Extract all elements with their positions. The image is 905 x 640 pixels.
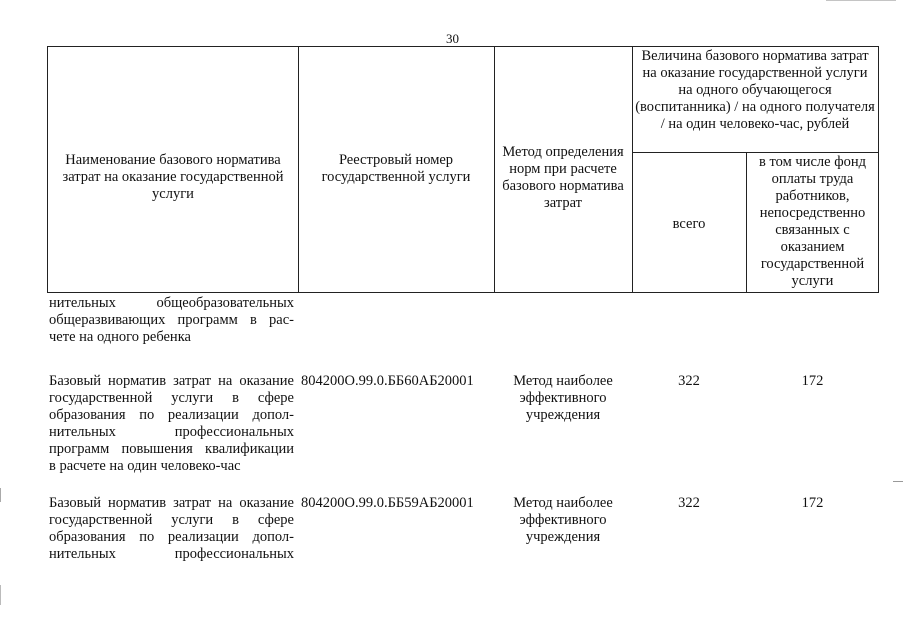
header-bottom-border	[47, 292, 879, 293]
row-method-line: учреждения	[525, 407, 601, 423]
header-total: всего	[672, 216, 706, 232]
row-method-line: учреждения	[525, 529, 601, 545]
header-value-group: Величина базового норматива затрат на оказание государственной услуги на одного обучающегося (воспитанника) / на одного получателя / на один человеко-час, рублей	[635, 48, 875, 132]
row-total: 322	[678, 495, 700, 511]
row-wages: 172	[801, 373, 824, 389]
scan-mark	[893, 481, 903, 482]
row-name-line: нительных профессиональных	[49, 546, 294, 562]
row-name-line: государственной услуги в сфере	[49, 390, 294, 406]
row-method-line: эффективного	[519, 512, 607, 528]
header-registry: Реестровый номер государственной услуги	[321, 152, 471, 185]
table-right-border	[878, 46, 879, 293]
col-divider-2	[494, 46, 495, 293]
table-top-border	[47, 46, 879, 47]
row-name	[49, 373, 294, 475]
row-method-line: Метод наиболее	[513, 373, 613, 389]
row-name-line: нительных общеобразовательных	[49, 295, 294, 311]
row-name-line: государственной услуги в сфере	[49, 512, 294, 528]
scan-mark	[0, 488, 1, 502]
col-divider-4	[746, 152, 747, 293]
scan-mark	[0, 585, 1, 605]
table-left-border	[47, 46, 48, 293]
header-method: Метод определения норм при расчете базового норматива затрат	[502, 144, 624, 211]
col-divider-3	[632, 46, 633, 293]
row-name-line: чете на одного ребенка	[49, 329, 191, 345]
row-method	[497, 495, 629, 546]
row-wages: 172	[801, 495, 824, 511]
row-name-line: Базовый норматив затрат на оказание	[49, 373, 294, 389]
row-method-line: Метод наиболее	[513, 495, 613, 511]
scan-mark	[826, 0, 896, 1]
page-number: 30	[446, 31, 459, 46]
header-wages: в том числе фонд оплаты труда работников, непосредственно связанных с оказанием государственной услуги	[759, 154, 866, 289]
row-name-line: в расчете на один человеко-час	[49, 458, 241, 474]
row-name	[49, 495, 294, 563]
row-name-line: нительных профессиональных	[49, 424, 294, 440]
row-name	[49, 295, 294, 346]
row-method	[497, 373, 629, 424]
header-subdivider	[632, 152, 879, 153]
row-name-line: образования по реализации допол-	[49, 407, 294, 423]
row-method-line: эффективного	[519, 390, 607, 406]
header-name: Наименование базового норматива затрат на оказание государственной услуги	[62, 152, 284, 202]
row-registry: 804200О.99.0.ББ59АБ20001	[301, 495, 474, 511]
row-name-line: программ повышения квалификации	[49, 441, 294, 457]
row-total: 322	[678, 373, 700, 389]
row-name-line: общеразвивающих программ в рас-	[49, 312, 294, 328]
col-divider-1	[298, 46, 299, 293]
row-registry: 804200О.99.0.ББ60АБ20001	[301, 373, 474, 389]
row-name-line: образования по реализации допол-	[49, 529, 294, 545]
row-name-line: Базовый норматив затрат на оказание	[49, 495, 294, 511]
